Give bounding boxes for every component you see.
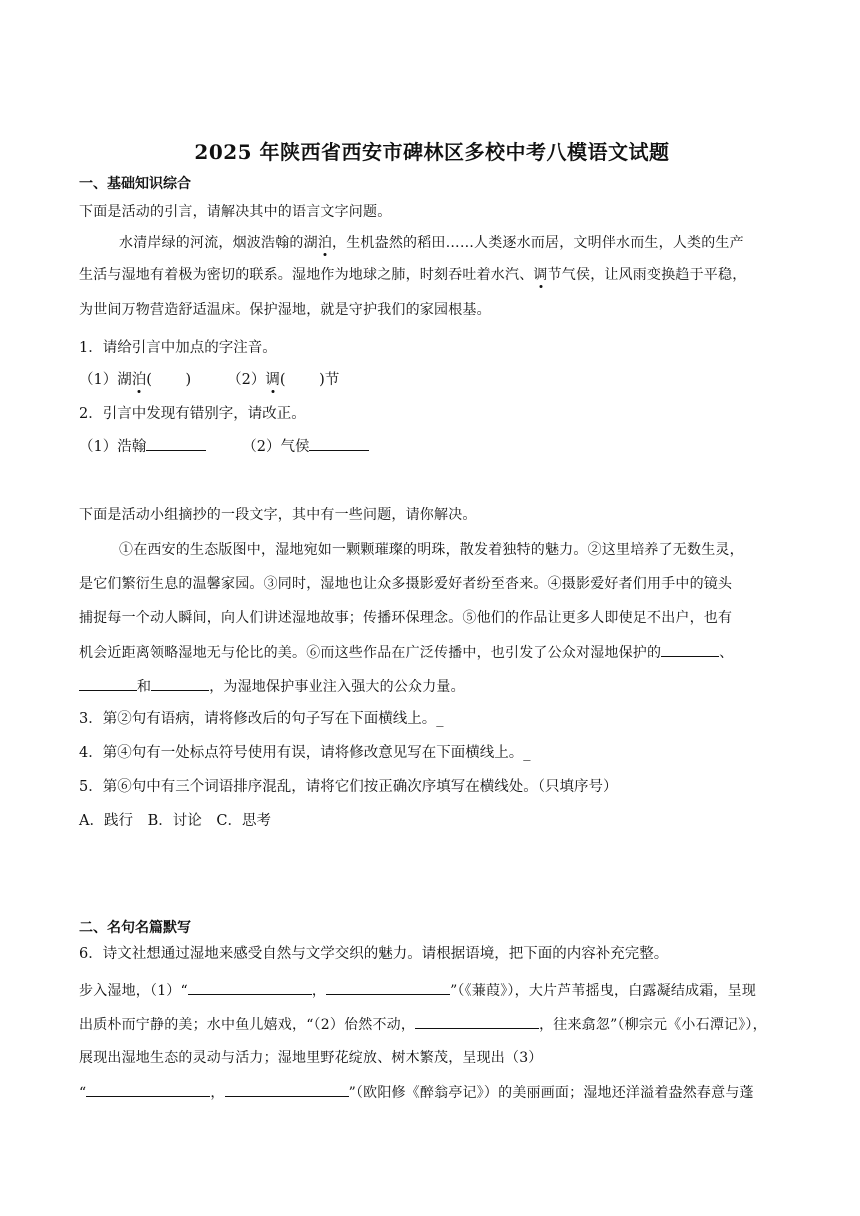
answer-blank[interactable] — [188, 980, 312, 995]
answer-blank[interactable] — [79, 676, 137, 691]
passage2-line4 — [79, 642, 733, 663]
answer-blank[interactable] — [225, 1082, 349, 1097]
q6-text: 出质朴而宁静的美；水中鱼儿嬉戏，“（2）佁然不动， — [79, 1017, 416, 1033]
question-5-options — [79, 811, 281, 831]
q6-text: ， — [311, 983, 327, 999]
intro-text-2: 下面是活动小组摘抄的一段文字，其中有一些问题，请你解决。 — [79, 507, 477, 523]
option-c[interactable]: C．思考 — [216, 813, 271, 829]
passage2-line5 — [79, 676, 465, 697]
passage1-line3: 为世间万物营造舒适温床。保护湿地，就是守护我们的家园根基。 — [79, 302, 491, 318]
q6-line3: 展现出湿地生态的灵动与活力；湿地里野花绽放、树木繁茂，呈现出（3） — [79, 1050, 543, 1066]
question-6-stem: 6．诗文社想通过湿地来感受自然与文学交织的魅力。请根据语境，把下面的内容补充完整。 — [79, 946, 669, 962]
answer-blank[interactable] — [309, 436, 369, 451]
intro-text-1: 下面是活动的引言，请解决其中的语言文字问题。 — [79, 204, 392, 220]
section-heading-2: 二、名句名篇默写 — [79, 920, 191, 936]
answer-blank[interactable] — [151, 676, 209, 691]
answer-blank[interactable] — [146, 436, 206, 451]
question-1-stem: 1．请给引言中加点的字注音。 — [79, 340, 277, 356]
q6-text: ”（欧阳修《醉翁亭记》）的美丽画面；湿地还洋溢着盎然春意与蓬 — [348, 1085, 754, 1101]
answer-blank[interactable] — [86, 1082, 210, 1097]
q6-text: 步入湿地，（1）“ — [79, 983, 188, 999]
dotted-char: 调 — [265, 372, 280, 388]
q1-label: （1）湖 — [79, 372, 132, 388]
q2-label: （1）浩翰 — [79, 439, 147, 455]
answer-blank[interactable]: ( ) — [146, 372, 192, 388]
passage1-text: 水清岸绿的河流，烟波浩翰的湖 — [119, 235, 318, 251]
dotted-char: 泊 — [131, 372, 147, 388]
answer-blank[interactable] — [661, 642, 719, 657]
passage2-text: 机会近距离领略湿地无与伦比的美。⑥而这些作品在广泛传播中，也引发了公众对湿地保护的 — [79, 645, 662, 661]
option-a[interactable]: A．践行 — [79, 813, 133, 829]
question-2-stem: 2．引言中发现有错别字，请改正。 — [79, 406, 306, 422]
option-b[interactable]: B．讨论 — [147, 813, 202, 829]
q6-text: “ — [79, 1085, 87, 1101]
q6-line2 — [79, 1014, 767, 1035]
dotted-char: 调 — [533, 267, 548, 283]
passage2-line1: ①在西安的生态版图中，湿地宛如一颗颗璀璨的明珠，散发着独特的魅力。②这里培养了无数生灵， — [119, 542, 744, 558]
q1-label: （2） — [227, 372, 266, 388]
passage1-text: 节气侯，让风雨变换趋于平稳， — [547, 267, 747, 283]
question-3: 3．第②句有语病，请将修改后的句子写在下面横线上。_ — [79, 711, 444, 727]
section-heading-1: 一、基础知识综合 — [79, 176, 191, 192]
answer-blank[interactable]: ( )节 — [279, 372, 340, 388]
question-4: 4．第④句有一处标点符号使用有误，请将修改意见写在下面横线上。_ — [79, 745, 531, 761]
q6-line1 — [79, 980, 756, 1001]
dotted-char: 泊 — [317, 235, 333, 251]
q6-text: ”（《蒹葭》），大片芦苇摇曳，白露凝结成霜，呈现 — [450, 983, 757, 999]
passage2-text: ，为湿地保护事业注入强大的公众力量。 — [209, 679, 465, 695]
answer-blank[interactable] — [415, 1014, 539, 1029]
passage1-line1 — [119, 233, 744, 253]
q6-text: ，往来翕忽”（柳宗元《小石潭记》）， — [539, 1017, 767, 1033]
passage2-text: 、 — [719, 645, 734, 661]
question-1-answers — [79, 370, 339, 390]
passage2-text: 和 — [137, 679, 152, 695]
passage2-line3: 捕捉每一个动人瞬间，向人们讲述湿地故事；传播环保理念。⑤他们的作品让更多人即使足不出户，也有 — [79, 610, 733, 626]
passage1-text: 生活与湿地有着极为密切的联系。湿地作为地球之肺，时刻吞吐着水汽、 — [79, 267, 534, 283]
answer-blank[interactable] — [326, 980, 450, 995]
q6-line4 — [79, 1082, 754, 1103]
passage2-line2: 是它们繁衍生息的温馨家园。③同时，湿地也让众多摄影爱好者纷至沓来。④摄影爱好者们用手中的镜头 — [79, 576, 733, 592]
question-5: 5．第⑥句中有三个词语排序混乱，请将它们按正确次序填写在横线处。（只填序号） — [79, 779, 618, 795]
q6-text: ， — [210, 1085, 225, 1101]
q2-label: （2）气侯 — [242, 439, 310, 455]
question-2-answers — [79, 436, 369, 457]
passage1-line2 — [79, 265, 746, 285]
page-title: 2025 年陕西省西安市碑林区多校中考八模语文试题 — [194, 140, 670, 164]
passage1-text: ，生机盎然的稻田……人类逐水而居，文明伴水而生，人类的生产 — [332, 235, 744, 251]
